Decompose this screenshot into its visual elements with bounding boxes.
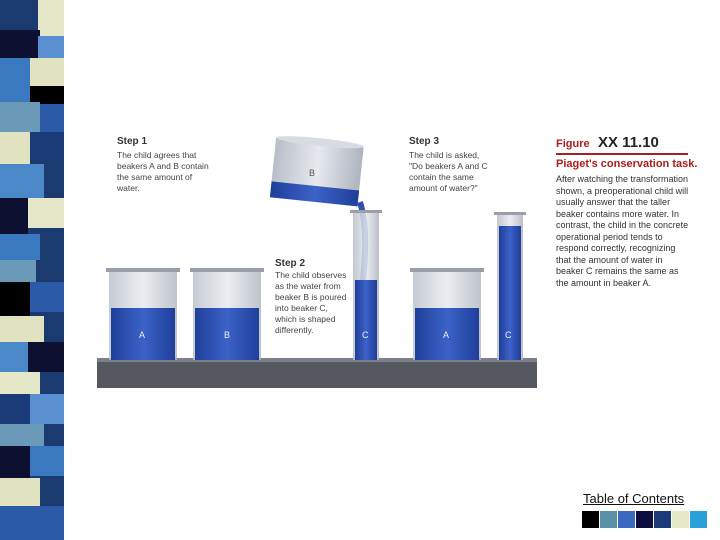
strip-block [0,342,28,372]
figure-caption: After watching the transformation shown, a preoperational child will usually answer that the taller beaker contains more water. In contrast, the child in the concrete operational period tends to respond correctly, recognizing that the amount of water in beaker C remains the same as the amount in beaker A. [556,174,689,288]
strip-block [0,282,30,316]
strip-block [28,198,64,228]
step2-title: Step 2 [275,258,306,269]
bench [97,360,537,388]
strip-block [0,372,40,394]
swatch-navy [636,511,653,528]
strip-block [38,36,64,58]
strip-block [0,260,36,282]
swatch-black [582,511,599,528]
figure-label: Figure [556,138,590,150]
beaker-label-c1: C [362,330,369,340]
strip-block [30,446,64,476]
swatch-cream [672,511,689,528]
strip-block [0,30,40,58]
strip-block [0,446,30,478]
left-decorative-strip [0,0,64,540]
strip-block [30,132,64,160]
step1-text: The child agrees that beakers A and B contain the same amount of water. [117,150,209,193]
strip-block [0,132,30,164]
figure-number: XX 11.10 [598,134,659,151]
step2-text: The child observes as the water from beaker B is poured into beaker C, which is shaped differently. [275,270,347,335]
strip-block [0,316,44,342]
caption-divider [556,153,688,155]
strip-block [0,394,30,424]
strip-block [30,394,64,424]
beaker-b-pouring [270,134,364,207]
beaker-label-pour: B [309,168,316,178]
strip-block [0,424,44,446]
strip-block [28,342,64,372]
strip-block [0,102,40,132]
strip-block [0,164,44,198]
table-of-contents-link[interactable]: Table of Contents [583,491,685,506]
swatch-steel [600,511,617,528]
beaker-a-step1 [106,268,180,360]
step3-text: The child is asked, "Do beakers A and C contain the same amount of water?" [409,150,488,193]
strip-block [40,104,64,132]
strip-block [0,58,30,102]
strip-block [0,198,28,234]
strip-block [30,282,64,312]
strip-block [0,478,40,506]
swatch-sky [690,511,707,528]
strip-block [0,234,40,260]
strip-block [0,506,64,540]
strip-block [38,0,64,36]
beaker-label-a1: A [139,330,146,340]
beaker-a-step3 [410,268,484,360]
step3-title: Step 3 [409,136,440,147]
swatch-blue [618,511,635,528]
figure-title: Piaget's conservation task. [556,158,698,170]
strip-block [30,58,64,86]
swatch-dark-blue [654,511,671,528]
step1-title: Step 1 [117,136,148,147]
beaker-label-b: B [224,330,231,340]
beaker-b-step1 [190,268,264,360]
conservation-task-illustration [97,130,537,388]
beaker-label-c2: C [505,330,512,340]
beaker-label-a2: A [443,330,450,340]
